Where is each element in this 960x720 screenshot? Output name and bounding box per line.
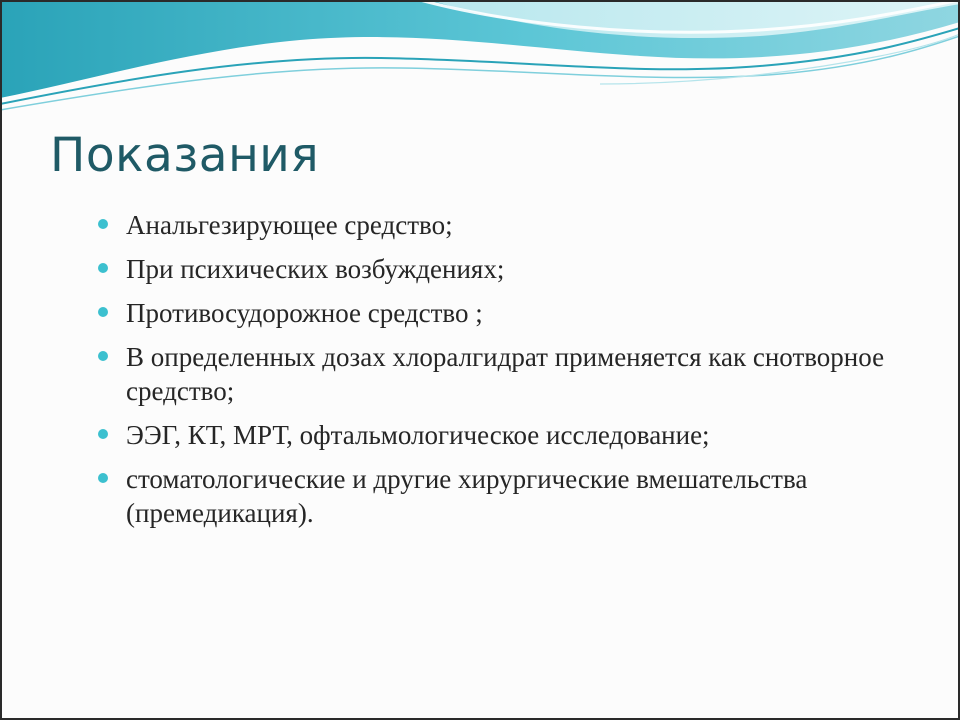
list-item [96,462,916,530]
bullet-list [96,208,916,540]
list-item-text: При психических возбуждениях; [126,254,505,284]
list-item [96,208,916,242]
slide-title: Показания [50,128,320,183]
list-item-text: ЭЭГ, КТ, МРТ, офтальмологическое исследование; [126,420,710,450]
list-item-text: Противосудорожное средство ; [126,298,483,328]
bullet-icon [98,219,108,229]
bullet-icon [98,263,108,273]
list-item [96,418,916,452]
list-item [96,252,916,286]
bullet-icon [98,351,108,361]
wave-header-decoration [0,0,960,120]
list-item-text: В определенных дозах хлоралгидрат применяется как снотворное средство; [126,342,885,406]
bullet-icon [98,429,108,439]
bullet-icon [98,473,108,483]
list-item-text: Анальгезирующее средство; [126,210,453,240]
bullet-icon [98,307,108,317]
list-item [96,296,916,330]
list-item-text: стоматологические и другие хирургические вмешательства (премедикация). [126,464,808,528]
list-item [96,340,916,408]
